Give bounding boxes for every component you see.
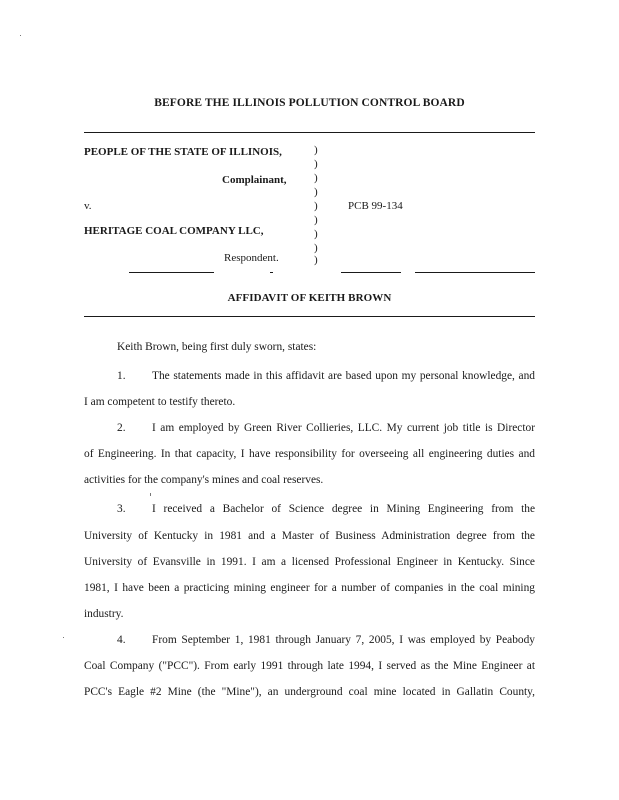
complainant-party: PEOPLE OF THE STATE OF ILLINOIS,	[84, 146, 282, 158]
caption-paren: )	[314, 158, 318, 170]
caption-paren: )	[314, 242, 318, 254]
caption-paren: )	[314, 214, 318, 226]
caption-bottom-rule	[341, 272, 401, 273]
case-number: PCB 99-134	[348, 200, 403, 212]
caption-bottom-rule	[270, 272, 273, 273]
caption-bottom-rule	[415, 272, 535, 273]
scan-speck	[150, 493, 151, 496]
paragraph-line: PCC's Eagle #2 Mine (the "Mine"), an underground coal mine located in Gallatin County,	[84, 686, 535, 698]
respondent-role: Respondent.	[224, 252, 279, 264]
caption-paren: )	[314, 228, 318, 240]
paragraph-line: 1981, I have been a practicing mining engineer for a number of companies in the coal mining	[84, 582, 535, 594]
paragraph-line: activities for the company's mines and coal reserves.	[84, 474, 324, 486]
paragraph-number: 4.	[117, 634, 126, 646]
paragraph-line: I am employed by Green River Collieries, LLC. My current job title is Director	[152, 422, 535, 434]
caption-bottom-rule	[129, 272, 214, 273]
paragraph-line: University of Kentucky in 1981 and a Master of Business Administration degree from the	[84, 530, 535, 542]
respondent-party: HERITAGE COAL COMPANY LLC,	[84, 225, 264, 237]
paragraph-line: of Engineering. In that capacity, I have responsibility for overseeing all engineering duties and	[84, 448, 535, 460]
scan-speck	[63, 637, 64, 638]
paragraph-line: industry.	[84, 608, 124, 620]
paragraph-line: I received a Bachelor of Science degree in Mining Engineering from the	[152, 503, 535, 515]
affidavit-title-rule	[84, 316, 535, 317]
caption-top-rule	[84, 132, 535, 133]
caption-paren: )	[314, 144, 318, 156]
caption-paren: )	[314, 254, 318, 266]
paragraph-line: From September 1, 1981 through January 7, 2005, I was employed by Peabody	[152, 634, 535, 646]
complainant-role: Complainant,	[222, 174, 287, 186]
paragraph-line: I am competent to testify thereto.	[84, 396, 236, 408]
document-title: BEFORE THE ILLINOIS POLLUTION CONTROL BOARD	[154, 97, 465, 109]
affidavit-intro: Keith Brown, being first duly sworn, states:	[117, 341, 317, 353]
paragraph-number: 2.	[117, 422, 126, 434]
paragraph-number: 3.	[117, 503, 126, 515]
paragraph-line: University of Evansville in 1991. I am a licensed Professional Engineer in Kentucky. Since	[84, 556, 535, 568]
versus-label: v.	[84, 200, 92, 212]
scan-speck	[20, 35, 21, 36]
paragraph-line: The statements made in this affidavit are based upon my personal knowledge, and	[152, 370, 535, 382]
caption-paren: )	[314, 200, 318, 212]
paragraph-line: Coal Company ("PCC"). From early 1991 through late 1994, I served as the Mine Engineer at	[84, 660, 535, 672]
affidavit-title: AFFIDAVIT OF KEITH BROWN	[227, 292, 392, 304]
caption-paren: )	[314, 172, 318, 184]
caption-paren: )	[314, 186, 318, 198]
paragraph-number: 1.	[117, 370, 126, 382]
